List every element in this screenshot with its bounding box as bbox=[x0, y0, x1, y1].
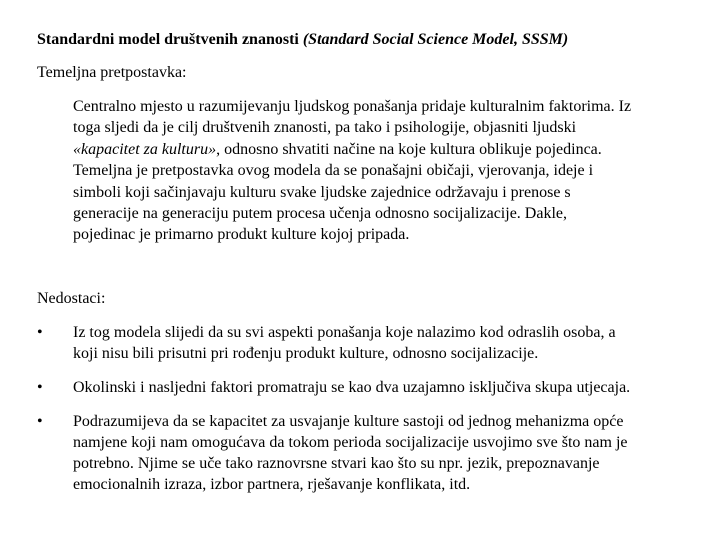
paragraph-line: generacije na generaciju putem procesa učenja odnosno socijalizacije. Dakle, bbox=[73, 205, 567, 223]
emphasis-text: «kapacitet za kulturu» bbox=[73, 140, 217, 158]
list-item-line: Podrazumijeva da se kapacitet za usvajanje kulture sastoji od jednog mehanizma opće bbox=[73, 413, 624, 430]
list-item-line: potrebno. Njime se uče tako raznovrsne stvari kao što su npr. jezik, prepoznavanje bbox=[73, 455, 600, 472]
paragraph-line: Centralno mjesto u razumijevanju ljudskog ponašanja pridaje kulturalnim faktorima. Iz bbox=[73, 98, 632, 115]
list-item bbox=[37, 411, 717, 495]
drawbacks-list bbox=[37, 322, 717, 508]
title-english: (Standard Social Science Model, SSSM) bbox=[302, 31, 569, 48]
list-item bbox=[37, 322, 717, 364]
list-item-line: koji nisu bili prisutni pri rođenju produkt kulture, odnosno socijalizacije. bbox=[73, 345, 539, 362]
slide-title bbox=[37, 30, 697, 50]
list-item-line: namjene koji nam omogućava da tokom perioda socijalizacije usvojimo sve što nam je bbox=[73, 434, 628, 451]
paragraph-line bbox=[73, 139, 713, 160]
paragraph-text: , odnosno shvatiti načine na koje kultura oblikuje pojedinca. bbox=[216, 140, 602, 158]
assumption-paragraph bbox=[73, 96, 713, 246]
assumption-label: Temeljna pretpostavka: bbox=[37, 64, 187, 81]
bullet-icon: • bbox=[37, 413, 43, 430]
list-item-line: Iz tog modela slijedi da su svi aspekti ponašanja koje nalazimo kod odraslih osoba, a bbox=[73, 324, 616, 341]
paragraph-line: Temeljna je pretpostavka ovog modela da se ponašajni običaji, vjerovanja, ideje i bbox=[73, 162, 594, 180]
list-item bbox=[37, 377, 717, 398]
bullet-icon: • bbox=[37, 379, 43, 396]
bullet-icon: • bbox=[37, 324, 43, 341]
list-item-line: Okolinski i nasljedni faktori promatraju se kao dva uzajamno isključiva skupa utjecaja. bbox=[73, 379, 631, 396]
paragraph-line: simboli koji sačinjavaju kulturu svake ljudske zajednice održavaju i prenose s bbox=[73, 183, 571, 201]
drawbacks-label: Nedostaci: bbox=[37, 290, 106, 307]
paragraph-line: toga sljedi da je cilj društvenih znanosti, pa tako i psihologije, objasniti ljudski bbox=[73, 119, 577, 137]
title-main: Standardni model društvenih znanosti bbox=[37, 31, 303, 48]
list-item-line: emocionalnih izraza, izbor partnera, rješavanje konflikata, itd. bbox=[73, 476, 471, 493]
paragraph-line: pojedinac je primarno produkt kulture kojoj pripada. bbox=[73, 226, 410, 244]
